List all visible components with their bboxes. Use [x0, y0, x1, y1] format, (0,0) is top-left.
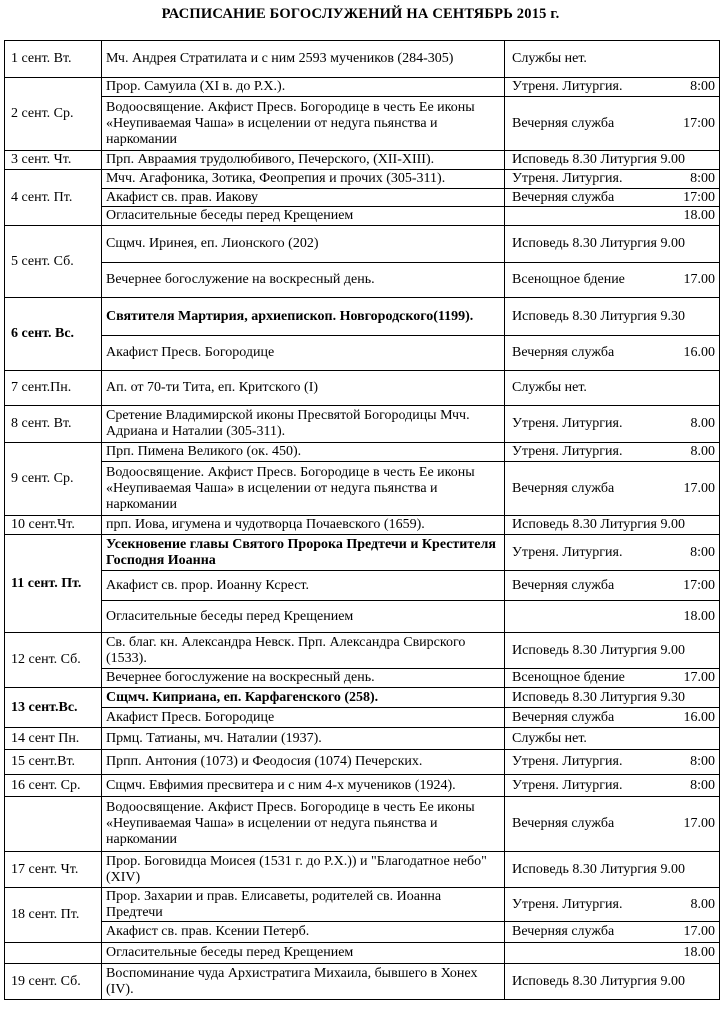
service-line — [512, 272, 715, 288]
table-row — [5, 336, 720, 371]
service-cell — [505, 571, 720, 601]
service-line — [512, 190, 715, 206]
service-cell — [505, 633, 720, 669]
service-time: 8:00 — [690, 777, 715, 793]
event-cell: Мчч. Агафоника, Зотика, Феопрепия и прочих (305-311). — [102, 170, 505, 189]
day-date — [5, 797, 102, 852]
table-row — [5, 189, 720, 207]
service-name: Вечерняя служба — [512, 189, 615, 205]
service-name: Исповедь 8.30 Литургия 9.00 — [512, 973, 685, 989]
table-row — [5, 371, 720, 406]
day-date: 19 сент. Сб. — [5, 964, 102, 1000]
table-row — [5, 852, 720, 888]
service-cell — [505, 688, 720, 708]
service-name: Вечерняя служба — [512, 816, 615, 831]
event-cell: Прпп. Антония (1073) и Феодосия (1074) Печерских. — [102, 750, 505, 775]
service-name: Исповедь 8.30 Литургия 9.00 — [512, 517, 685, 532]
page-title: РАСПИСАНИЕ БОГОСЛУЖЕНИЙ НА СЕНТЯБРЬ 2015 г. — [161, 6, 560, 22]
service-cell — [505, 263, 720, 298]
service-line — [512, 897, 715, 913]
service-line — [512, 545, 715, 561]
service-time: 17.00 — [683, 670, 715, 685]
event-cell: Вечернее богослужение на воскресный день. — [102, 669, 505, 688]
service-name: Исповедь 8.30 Литургия 9.00 — [512, 861, 685, 877]
service-cell — [505, 462, 720, 516]
table-row — [5, 406, 720, 443]
table-row — [5, 207, 720, 226]
service-cell — [505, 797, 720, 852]
table-row — [5, 535, 720, 571]
table-row — [5, 601, 720, 633]
table-row — [5, 462, 720, 516]
service-name: Службы нет. — [512, 380, 587, 395]
service-time: 8:00 — [690, 544, 715, 560]
service-line — [512, 710, 715, 726]
service-name: Всенощное бдение — [512, 670, 625, 685]
service-line — [512, 236, 715, 252]
service-line — [512, 670, 715, 686]
service-cell — [505, 207, 720, 226]
service-cell — [505, 516, 720, 535]
event-cell: Сщмч. Киприана, еп. Карфагенского (258). — [102, 688, 505, 708]
day-date — [5, 943, 102, 964]
service-line — [512, 974, 715, 990]
event-cell: Прмц. Татианы, мч. Наталии (1937). — [102, 728, 505, 750]
service-time: 17.00 — [683, 272, 715, 287]
day-date: 17 сент. Чт. — [5, 852, 102, 888]
service-cell — [505, 226, 720, 263]
event-cell: прп. Иова, игумена и чудотворца Почаевского (1659). — [102, 516, 505, 535]
table-row — [5, 669, 720, 688]
service-line — [512, 171, 715, 187]
table-row — [5, 516, 720, 535]
event-cell: Сщмч. Евфимия пресвитера и с ним 4-х мучеников (1924). — [102, 775, 505, 797]
event-cell: Акафист св. прав. Иакову — [102, 189, 505, 207]
day-date: 3 сент. Чт. — [5, 151, 102, 170]
service-name: Утреня. Литургия. — [512, 416, 623, 431]
service-time: 18.00 — [683, 945, 715, 960]
day-date: 15 сент.Вт. — [5, 750, 102, 775]
schedule-body — [5, 41, 720, 1000]
event-cell: Водоосвящение. Акфист Пресв. Богородице в честь Ее иконы «Неупиваемая Чаша» в исцелении от недуга пьянства и наркомании — [102, 797, 505, 852]
service-name: Вечерняя служба — [512, 709, 615, 725]
event-cell: Мч. Андрея Стратилата и с ним 2593 мучеников (284-305) — [102, 41, 505, 78]
day-date: 18 сент. Пт. — [5, 888, 102, 943]
event-cell: Акафист св. прор. Иоанну Ксрест. — [102, 571, 505, 601]
service-time: 16.00 — [683, 709, 715, 725]
day-date: 1 сент. Вт. — [5, 41, 102, 78]
event-cell: Акафист Пресв. Богородице — [102, 336, 505, 371]
service-line — [512, 517, 715, 533]
service-cell — [505, 535, 720, 571]
service-name: Исповедь 8.30 Литургия 9.00 — [512, 236, 685, 251]
day-date: 2 сент. Ср. — [5, 78, 102, 151]
service-cell — [505, 406, 720, 443]
service-name: Утреня. Литургия. — [512, 777, 623, 793]
table-row — [5, 922, 720, 943]
day-date: 10 сент.Чт. — [5, 516, 102, 535]
service-name: Исповедь 8.30 Литургия 9.00 — [512, 642, 685, 658]
table-row — [5, 443, 720, 462]
service-line — [512, 945, 715, 961]
service-time: 17:00 — [683, 115, 715, 131]
service-name: Всенощное бдение — [512, 272, 625, 287]
day-date: 9 сент. Ср. — [5, 443, 102, 516]
event-cell: Ап. от 70-ти Тита, еп. Критского (I) — [102, 371, 505, 406]
table-row — [5, 226, 720, 263]
service-line — [512, 79, 715, 95]
service-name: Утреня. Литургия. — [512, 79, 623, 94]
service-cell — [505, 922, 720, 943]
event-cell: Святителя Мартирия, архиепископ. Новгородского(1199). — [102, 298, 505, 336]
service-cell — [505, 852, 720, 888]
service-name: Исповедь 8.30 Литургия 9.00 — [512, 152, 685, 167]
service-line — [512, 481, 715, 497]
service-line — [512, 816, 715, 832]
service-time: 8:00 — [690, 754, 715, 769]
service-line — [512, 862, 715, 878]
event-cell: Водоосвящение. Акфист Пресв. Богородице в честь Ее иконы «Неупиваемая Чаша» в исцелении от недуга пьянства и наркомании — [102, 462, 505, 516]
table-row — [5, 263, 720, 298]
service-line — [512, 345, 715, 361]
service-name: Исповедь 8.30 Литургия 9.30 — [512, 689, 685, 705]
event-cell: Акафист св. прав. Ксении Петерб. — [102, 922, 505, 943]
table-row — [5, 775, 720, 797]
service-line — [512, 778, 715, 794]
table-row — [5, 298, 720, 336]
table-row — [5, 888, 720, 922]
service-line — [512, 51, 715, 67]
service-line — [512, 731, 715, 747]
service-time: 8:00 — [690, 171, 715, 186]
service-name: Утреня. Литургия. — [512, 444, 623, 459]
service-cell — [505, 669, 720, 688]
table-row — [5, 151, 720, 170]
day-date: 6 сент. Вс. — [5, 298, 102, 371]
service-cell — [505, 97, 720, 151]
table-row — [5, 797, 720, 852]
service-name: Вечерняя служба — [512, 480, 615, 496]
table-row — [5, 170, 720, 189]
event-cell: Св. благ. кн. Александра Невск. Прп. Александра Свирского (1533). — [102, 633, 505, 669]
table-row — [5, 943, 720, 964]
day-date: 7 сент.Пн. — [5, 371, 102, 406]
service-time: 17:00 — [683, 577, 715, 593]
service-cell — [505, 775, 720, 797]
day-date: 5 сент. Сб. — [5, 226, 102, 298]
service-time: 18.00 — [683, 608, 715, 624]
table-row — [5, 964, 720, 1000]
day-date: 13 сент.Вс. — [5, 688, 102, 728]
service-cell — [505, 78, 720, 97]
service-name: Исповедь 8.30 Литургия 9.30 — [512, 308, 685, 324]
event-cell: Водоосвящение. Акфист Пресв. Богородице в честь Ее иконы «Неупиваемая Чаша» в исцелении от недуга пьянства и наркомании — [102, 97, 505, 151]
service-name: Вечерняя служба — [512, 115, 615, 131]
service-line — [512, 578, 715, 594]
service-cell — [505, 151, 720, 170]
service-cell — [505, 601, 720, 633]
service-cell — [505, 371, 720, 406]
day-date: 8 сент. Вт. — [5, 406, 102, 443]
service-time: 8.00 — [690, 416, 715, 431]
event-cell: Сретение Владимирской иконы Пресвятой Богородицы Мчч. Адриана и Наталии (305-311). — [102, 406, 505, 443]
service-cell — [505, 964, 720, 1000]
event-cell: Прп. Пимена Великого (ок. 450). — [102, 443, 505, 462]
service-name: Вечерняя служба — [512, 924, 615, 939]
service-cell — [505, 728, 720, 750]
day-date: 4 сент. Пт. — [5, 170, 102, 226]
event-cell: Прп. Авраамия трудолюбивого, Печерского, (XII-XIII). — [102, 151, 505, 170]
service-name: Утреня. Литургия. — [512, 896, 623, 912]
service-name: Вечерняя служба — [512, 345, 615, 360]
service-cell — [505, 750, 720, 775]
service-line — [512, 208, 715, 224]
service-line — [512, 309, 715, 325]
service-time: 8.00 — [690, 444, 715, 459]
service-time: 8:00 — [690, 79, 715, 94]
service-cell — [505, 943, 720, 964]
table-row — [5, 633, 720, 669]
service-line — [512, 444, 715, 460]
service-time: 16.00 — [683, 345, 715, 360]
service-line — [512, 152, 715, 168]
service-line — [512, 924, 715, 940]
event-cell: Огласительные беседы перед Крещением — [102, 943, 505, 964]
service-name: Утреня. Литургия. — [512, 754, 623, 769]
service-name: Вечерняя служба — [512, 577, 615, 593]
service-time: 17:00 — [683, 189, 715, 205]
event-cell: Огласительные беседы перед Крещением — [102, 601, 505, 633]
day-date: 12 сент. Сб. — [5, 633, 102, 688]
event-cell: Воспоминание чуда Архистратига Михаила, бывшего в Хонех (IV). — [102, 964, 505, 1000]
event-cell: Сщмч. Иринея, еп. Лионского (202) — [102, 226, 505, 263]
service-line — [512, 380, 715, 396]
service-cell — [505, 298, 720, 336]
service-time: 17.00 — [683, 816, 715, 831]
service-name: Службы нет. — [512, 51, 587, 66]
event-cell: Огласительные беседы перед Крещением — [102, 207, 505, 226]
event-cell: Акафист Пресв. Богородице — [102, 708, 505, 728]
service-line — [512, 754, 715, 770]
table-row — [5, 750, 720, 775]
service-time: 8.00 — [690, 896, 715, 912]
event-cell: Прор. Самуила (XI в. до Р.Х.). — [102, 78, 505, 97]
day-date: 11 сент. Пт. — [5, 535, 102, 633]
service-cell — [505, 41, 720, 78]
service-time: 17.00 — [683, 924, 715, 939]
service-cell — [505, 170, 720, 189]
service-name: Утреня. Литургия. — [512, 544, 623, 560]
table-row — [5, 688, 720, 708]
service-name: Службы нет. — [512, 730, 587, 746]
service-cell — [505, 708, 720, 728]
table-row — [5, 97, 720, 151]
event-cell: Прор. Захарии и прав. Елисаветы, родителей св. Иоанна Предтечи — [102, 888, 505, 922]
service-cell — [505, 189, 720, 207]
day-date: 16 сент. Ср. — [5, 775, 102, 797]
event-cell: Прор. Боговидца Моисея (1531 г. до Р.Х.)) и "Благодатное небо" (XIV) — [102, 852, 505, 888]
service-line — [512, 416, 715, 432]
table-row — [5, 728, 720, 750]
service-time: 17.00 — [683, 480, 715, 496]
service-line — [512, 609, 715, 625]
service-time: 18.00 — [683, 208, 715, 223]
table-row — [5, 708, 720, 728]
day-date: 14 сент Пн. — [5, 728, 102, 750]
table-row — [5, 78, 720, 97]
service-name: Утреня. Литургия. — [512, 171, 623, 186]
schedule-table — [4, 40, 720, 1000]
service-line — [512, 690, 715, 706]
service-line — [512, 643, 715, 659]
service-cell — [505, 888, 720, 922]
service-cell — [505, 336, 720, 371]
table-row — [5, 571, 720, 601]
event-cell: Усекновение главы Святого Пророка Предтечи и Крестителя Господня Иоанна — [102, 535, 505, 571]
event-cell: Вечернее богослужение на воскресный день. — [102, 263, 505, 298]
table-row — [5, 41, 720, 78]
service-line — [512, 116, 715, 132]
service-cell — [505, 443, 720, 462]
